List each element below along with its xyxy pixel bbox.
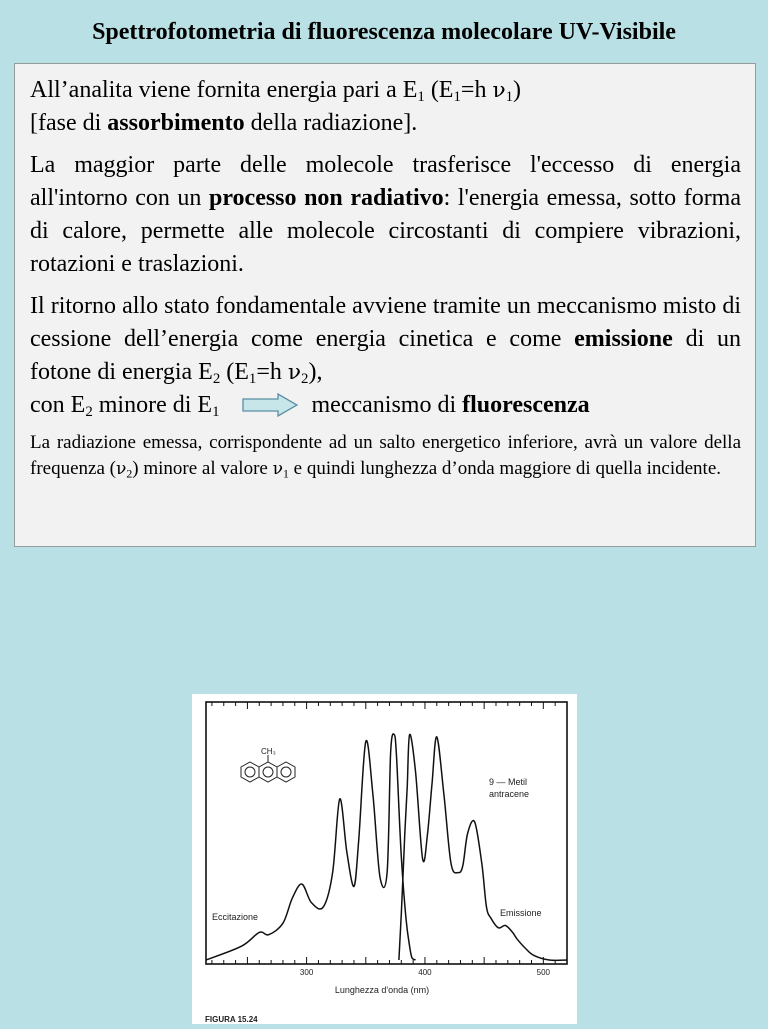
- p4-text: ) minore al valore: [132, 458, 273, 479]
- x-axis-label: Lunghezza d'onda (nm): [334, 985, 430, 995]
- spectrum-curves: [206, 734, 567, 960]
- p3-text: ),: [308, 359, 323, 385]
- emission-label: Emissione: [500, 908, 542, 918]
- p1-text: della radiazione].: [244, 110, 418, 136]
- methyl-label: CH₃: [261, 747, 276, 756]
- compound-name-line1: 9 — Metil: [489, 777, 528, 787]
- paragraph-emission: [30, 290, 741, 389]
- bold-term-fluorescenza: fluorescenza: [462, 392, 590, 418]
- x-tick-label: 300: [299, 968, 314, 977]
- subscript: 1: [212, 404, 220, 421]
- spectrum-chart: [192, 694, 577, 1024]
- bottom-ticks: [212, 957, 555, 964]
- p4-text: La radiazione emessa, corrispondente ad un salto energetico inferiore, avrà un valore della frequenza (: [30, 432, 741, 479]
- text-box: [14, 63, 756, 547]
- bold-term-emissione: emissione: [574, 326, 673, 352]
- p3-text: meccanismo di: [311, 392, 463, 418]
- p3-text: di un fotone di energia E: [30, 326, 741, 385]
- p1-text: =h: [460, 77, 493, 103]
- subscript: 2: [212, 371, 221, 388]
- paragraph-nonradiative: [30, 149, 741, 281]
- paragraph-radiation-frequency: [30, 430, 741, 482]
- series-line-emissione: [399, 734, 567, 960]
- p3-text: minore di E: [92, 392, 213, 418]
- nu-symbol: ν: [492, 78, 506, 103]
- x-tick-label: 400: [418, 968, 432, 977]
- paragraph-energy-absorption: [30, 74, 741, 140]
- p1-text: All’analita viene fornita energia pari a E: [30, 77, 418, 103]
- p1-text: (E: [424, 77, 454, 103]
- nu-symbol: ν: [115, 459, 127, 479]
- p1-text: ): [513, 77, 522, 103]
- p3-text: =h: [256, 359, 288, 385]
- subscript: 1: [505, 89, 514, 106]
- nu-symbol: ν: [287, 360, 302, 385]
- subscript: 1: [248, 371, 257, 388]
- bold-term-assorbimento: assorbimento: [107, 110, 245, 136]
- fluorescence-spectrum-figure: [192, 694, 577, 1024]
- excitation-label: Eccitazione: [212, 912, 259, 922]
- nu-symbol: ν: [272, 459, 284, 479]
- x-tick-labels: [300, 968, 551, 977]
- p2-text: : l'energia emessa, sotto forma di calore, permette alle molecole circostanti di compiere vibrazioni, rotazioni e traslazioni.: [30, 185, 742, 277]
- p3-text: (E: [220, 359, 249, 385]
- subscript: 2: [301, 371, 309, 388]
- subscript: 2: [85, 404, 93, 421]
- compound-name-line2: antracene: [489, 789, 530, 799]
- subscript: 2: [126, 467, 133, 481]
- methylanthracene-structure: [241, 755, 295, 782]
- subscript: 1: [453, 89, 461, 106]
- subscript: 1: [283, 467, 289, 481]
- right-arrow-icon: [242, 393, 298, 417]
- subscript: 1: [417, 89, 425, 106]
- series-line-eccitazione: [206, 734, 416, 960]
- p4-text: e quindi lunghezza d’onda maggiore di quella incidente.: [288, 458, 722, 479]
- slide-title: Spettrofotometria di fluorescenza molecolare UV-Visibile: [92, 19, 676, 45]
- bold-term-processo-non-radiativo: processo non radiativo: [208, 185, 444, 211]
- plot-frame: [206, 702, 567, 964]
- p3-text: con E: [30, 392, 86, 418]
- paragraph-emission-conclusion: [30, 389, 741, 422]
- x-tick-label: 500: [536, 968, 551, 977]
- p1-text: [fase di: [30, 110, 108, 136]
- top-ticks: [212, 702, 555, 709]
- p3-text: Il ritorno allo stato fondamentale avviene tramite un meccanismo misto di cessione dell’energia come energia cinetica e come: [30, 293, 741, 352]
- figure-caption: FIGURA 15.24: [205, 1015, 258, 1024]
- p2-text: La maggior parte delle molecole trasferisce l'eccesso di energia all'intorno con un: [30, 152, 741, 211]
